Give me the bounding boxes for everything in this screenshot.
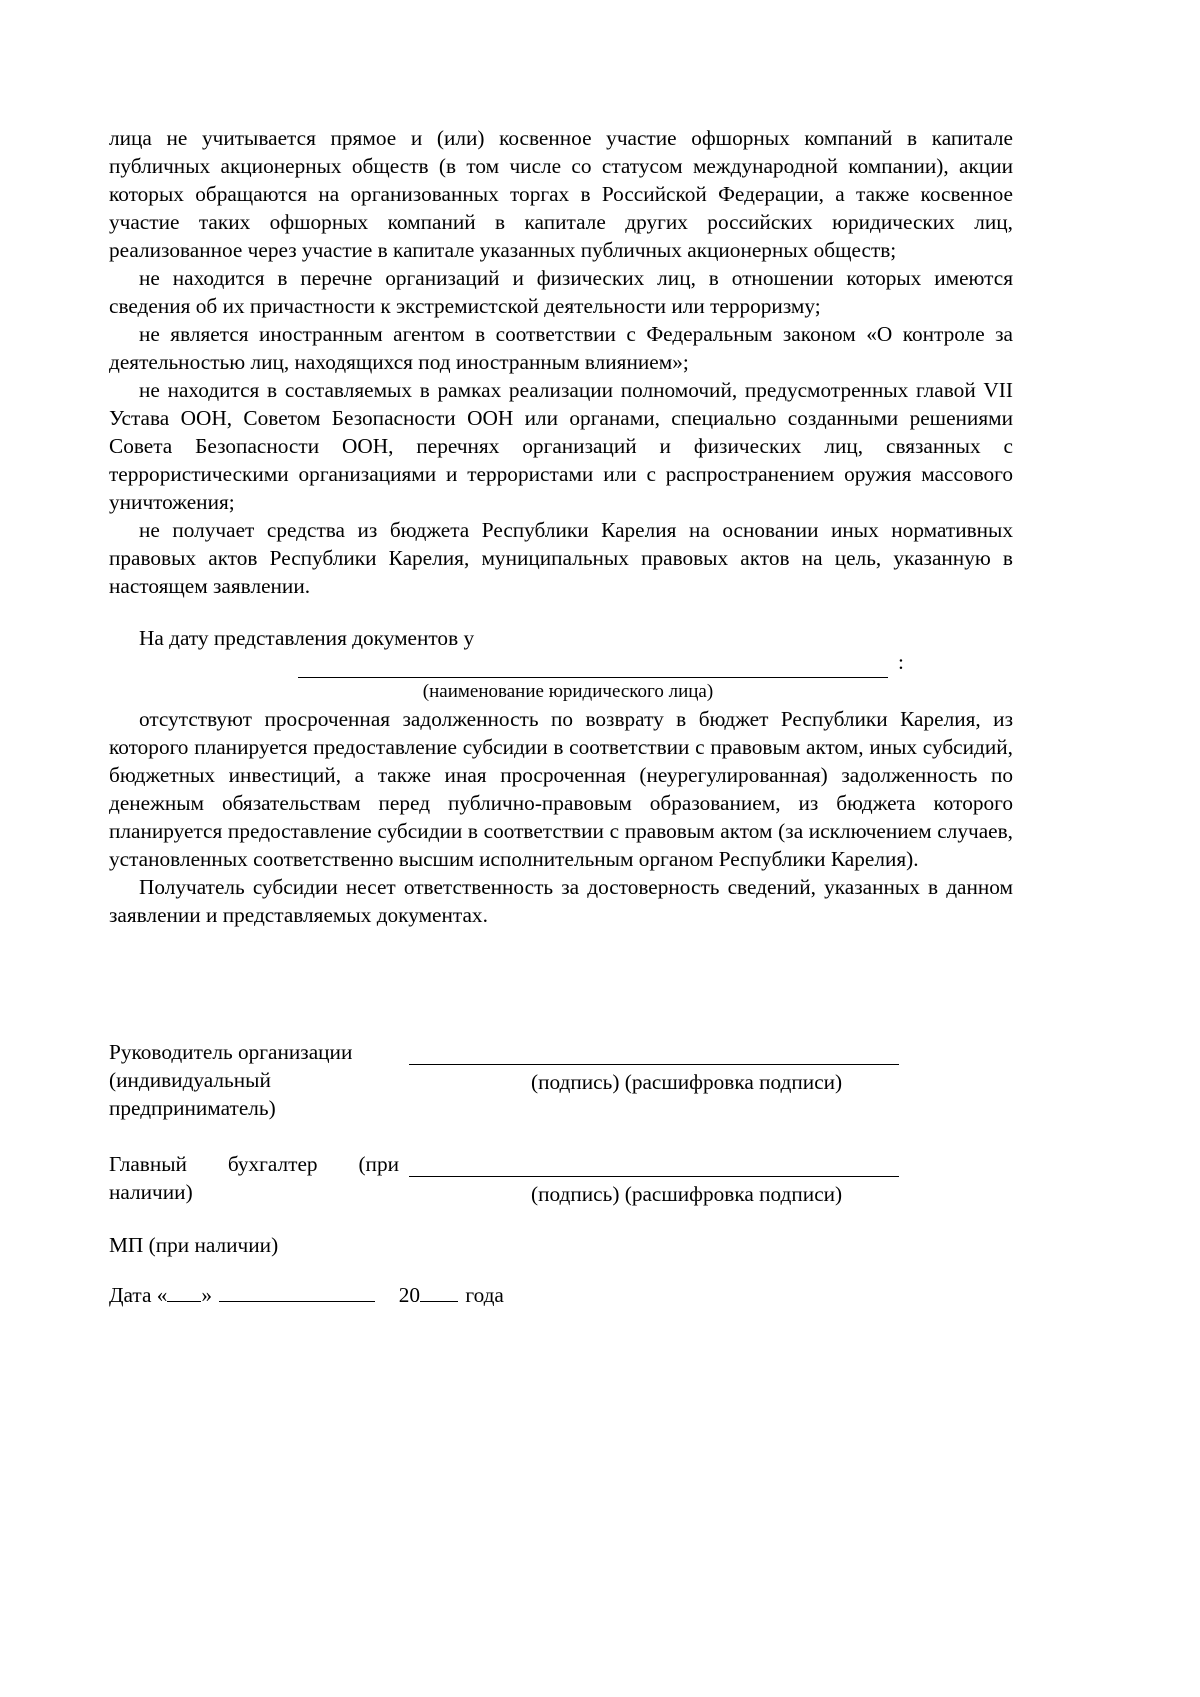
head-label-line: Руководитель организации (109, 1040, 353, 1064)
paragraph-extremism: не находится в перечне организаций и физических лиц, в отношении которых имеются сведения об их причастности к экстремистской деятельности или терроризму; (109, 266, 1013, 318)
accountant-label-line: Главный бухгалтер (при (109, 1152, 399, 1176)
year-prefix: 20 (398, 1283, 421, 1307)
head-signature-caption: (подпись) (расшифровка подписи) (531, 1070, 843, 1094)
spacer (109, 600, 1013, 624)
paragraph-foreign-agent: не является иностранным агентом в соответствии с Федеральным законом «О контроле за деятельностью лиц, находящихся под иностранным влиянием»; (109, 322, 1013, 374)
stamp-label: МП (при наличии) (109, 1233, 279, 1257)
entity-name-field[interactable] (298, 650, 904, 678)
head-signature-line[interactable] (409, 1064, 899, 1065)
date-prefix: Дата « (109, 1283, 168, 1307)
paragraph-responsibility: Получатель субсидии несет ответственность за достоверность сведений, указанных в данном заявлении и представляемых документах. (109, 875, 1013, 927)
head-label-line: (индивидуальный (109, 1068, 271, 1092)
date-suffix: года (465, 1283, 504, 1307)
date-quote-close: » (201, 1283, 213, 1307)
head-signature-label (109, 1038, 399, 1122)
paragraph-date-of-submission: На дату представления документов у (139, 626, 475, 650)
accountant-label-line: наличии) (109, 1180, 193, 1204)
head-label-line: предприниматель) (109, 1096, 276, 1120)
paragraph-un-lists: не находится в составляемых в рамках реализации полномочий, предусмотренных главой VII Устава ООН, Советом Безопасности ООН или органами, специально созданными решениями Совета Безопасности ООН, перечнях организаций и физических лиц, связанных с террористическими организациями и террористами или с распространением оружия массового уничтожения; (109, 378, 1013, 514)
date-line (109, 1281, 504, 1309)
paragraph-no-debt: отсутствуют просроченная задолженность по возврату в бюджет Республики Карелия, из которого планируется предоставление субсидии в соответствии с правовым актом, иных субсидий, бюджетных инвестиций, а также иная просроченная (неурегулированная) задолженность по денежным обязательствам перед публично-правовым образованием, из бюджета которого планируется предоставление субсидии в соответствии с правовым актом (за исключением случаев, установленных соответственно высшим исполнительным органом Республики Карелия). (109, 707, 1013, 871)
accountant-signature-label (109, 1150, 399, 1206)
paragraph-offshore: лица не учитывается прямое и (или) косвенное участие офшорных компаний в капитале публичных акционерных обществ (в том числе со статусом международной компании), акции которых обращаются на организованных торгах в Российской Федерации, а также косвенное участие таких офшорных компаний в капитале других российских юридических лиц, реализованное через участие в капитале указанных публичных акционерных обществ; (109, 126, 1013, 262)
accountant-signature-caption: (подпись) (расшифровка подписи) (531, 1182, 843, 1206)
year-field[interactable] (420, 1281, 458, 1302)
paragraph-budget-funds: не получает средства из бюджета Республики Карелия на основании иных нормативных правовых актов Республики Карелия, муниципальных правовых актов на цель, указанную в настоящем заявлении. (109, 518, 1013, 598)
accountant-signature-line[interactable] (409, 1176, 899, 1177)
document-body (109, 124, 1013, 929)
colon-mark: : (898, 650, 904, 674)
day-field[interactable] (167, 1281, 201, 1302)
month-field[interactable] (219, 1281, 375, 1302)
entity-name-caption: (наименование юридического лица) (422, 681, 714, 702)
